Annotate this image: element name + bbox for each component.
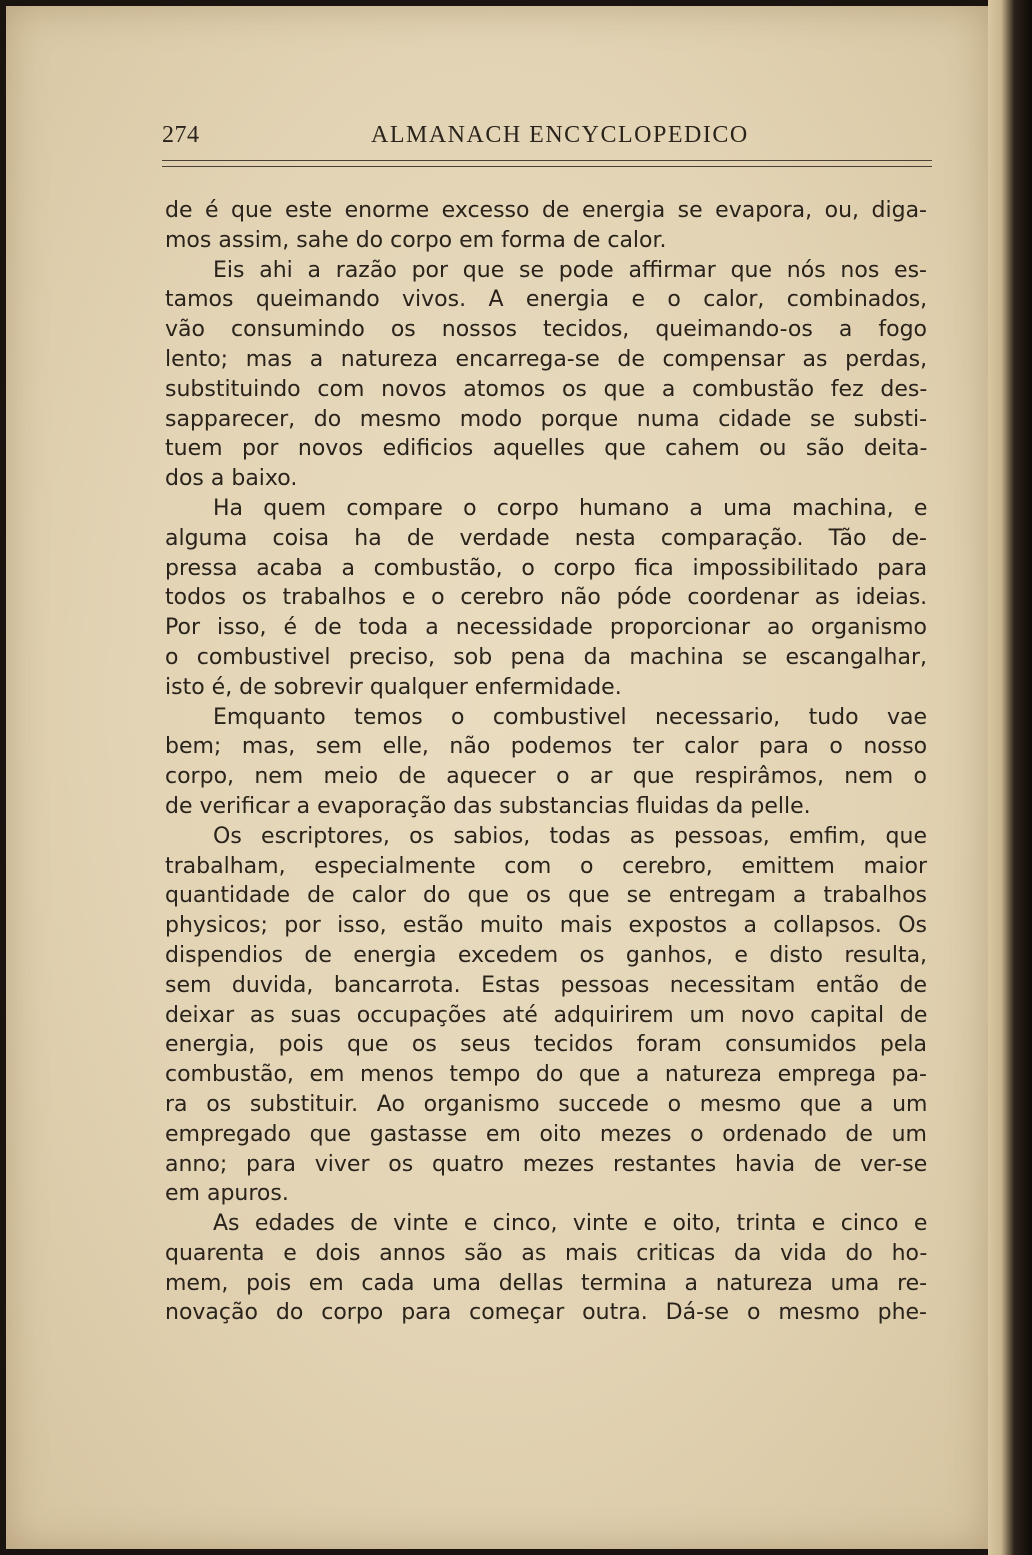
text-line: Emquanto temos o combustivel necessario, tudo vae (213, 704, 927, 730)
text-line: substituindo com novos atomos os que a combustão fez des- (165, 376, 928, 402)
text-line: Eis ahi a razão por que se pode affirmar que nós nos es- (213, 257, 927, 283)
text-line: physicos; por isso, estão muito mais expostos a collapsos. Os (165, 913, 927, 939)
text-line: Por isso, é de toda a necessidade proporcionar ao organismo (165, 615, 927, 641)
text-line: As edades de vinte e cinco, vinte e oito, trinta e cinco e (213, 1211, 928, 1237)
text-line: todos os trabalhos e o cerebro não póde coordenar as ideias. (165, 585, 928, 611)
text-line: vão consumindo os nossos tecidos, queimando-os a fogo (165, 317, 927, 343)
text-line: em apuros. (165, 1181, 289, 1207)
text-line: dos a baixo. (165, 466, 298, 492)
text-line: ra os substituir. Ao organismo succede o mesmo que a um (165, 1091, 928, 1117)
text-line: combustão, em menos tempo do que a natureza emprega pa- (165, 1062, 927, 1088)
text-line: empregado que gastasse em oito mezes o ordenado de um (165, 1121, 927, 1147)
text-line: deixar as suas occupações até adquirirem um novo capital de (165, 1002, 928, 1028)
text-line: de é que este enorme excesso de energia se evapora, ou, diga- (165, 198, 927, 223)
text-line: isto é, de sobrevir qualquer enfermidade. (165, 674, 622, 700)
text-line: Os escriptores, os sabios, todas as pessoas, emfim, que (213, 823, 927, 849)
text-line: novação do corpo para começar outra. Dá-se o mesmo phe- (165, 1300, 927, 1326)
text-line: sapparecer, do mesmo modo porque numa cidade se substi- (165, 406, 928, 432)
running-title: ALMANACH ENCYCLOPEDICO (371, 122, 749, 148)
text-line: anno; para viver os quatro mezes restantes havia de ver-se (165, 1151, 928, 1177)
body-text (165, 196, 927, 1328)
text-line: Ha quem compare o corpo humano a uma machina, e (213, 495, 928, 521)
text-line: o combustivel preciso, sob pena da machina se escangalhar, (165, 644, 927, 670)
text-line: sem duvida, bancarrota. Estas pessoas necessitam então de (165, 972, 927, 998)
book-spine (988, 0, 1032, 1555)
page-number: 274 (162, 122, 200, 148)
text-line: pressa acaba a combustão, o corpo fica impossibilitado para (165, 555, 928, 581)
text-line: tamos queimando vivos. A energia e o calor, combinados, (165, 287, 928, 313)
text-line: mos assim, sahe do corpo em forma de calor. (165, 227, 667, 253)
text-line: corpo, nem meio de aquecer o ar que respirâmos, nem o (165, 764, 927, 790)
text-line: quantidade de calor do que os que se entregam a trabalhos (165, 883, 928, 909)
text-line: lento; mas a natureza encarrega-se de compensar as perdas, (165, 346, 928, 372)
header-rule (162, 160, 932, 167)
text-line: quarenta e dois annos são as mais criticas da vida do ho- (165, 1240, 928, 1266)
text-line: tuem por novos edificios aquelles que cahem ou são deita- (165, 436, 928, 462)
text-line: alguma coisa ha de verdade nesta comparação. Tão de- (165, 525, 927, 551)
text-line: dispendios de energia excedem os ganhos, e disto resulta, (165, 942, 928, 968)
text-line: bem; mas, sem elle, não podemos ter calor para o nosso (165, 734, 928, 760)
text-line: de verificar a evaporação das substancias fluidas da pelle. (165, 793, 811, 819)
text-line: trabalham, especialmente com o cerebro, emittem maior (165, 853, 927, 879)
page-header (162, 122, 932, 152)
text-line: energia, pois que os seus tecidos foram consumidos pela (165, 1032, 927, 1058)
text-line: mem, pois em cada uma dellas termina a natureza uma re- (165, 1270, 928, 1296)
